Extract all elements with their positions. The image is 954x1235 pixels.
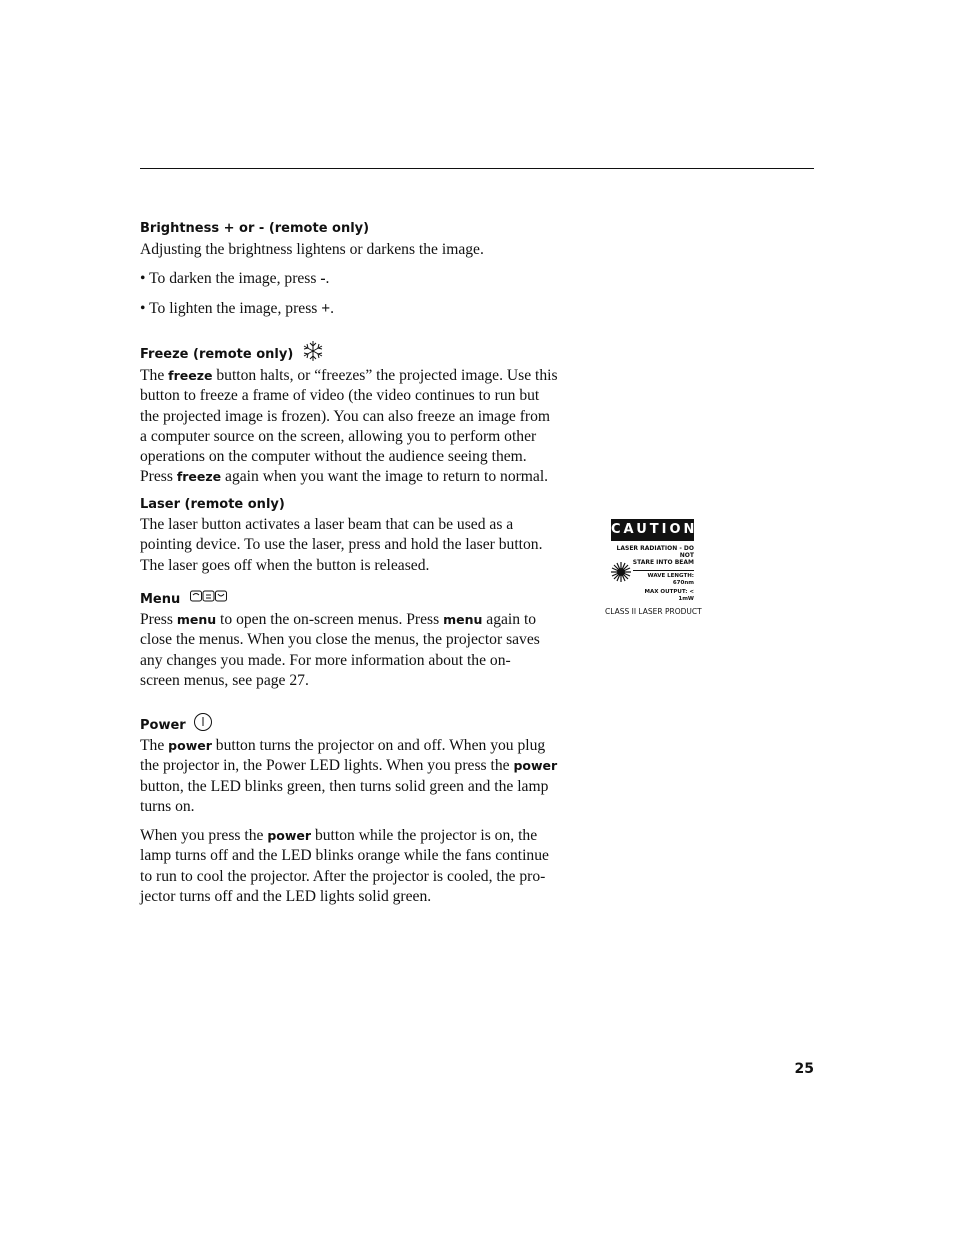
freeze-keyword: freeze [176, 469, 222, 485]
text: the projector in, the Power LED lights. When you press the [140, 757, 514, 775]
power-keyword: power [168, 738, 212, 753]
brightness-intro: Adjusting the brightness lightens or darkens the image. [140, 241, 484, 258]
freeze-heading: Freeze (remote only) [140, 347, 294, 362]
bullet-marker: • [140, 270, 146, 288]
power-heading-row [140, 712, 592, 736]
freeze-line-4: a computer source on the screen, allowing you to perform other [140, 427, 537, 445]
laser-caution-label [605, 519, 700, 616]
menu-button-icon [190, 589, 228, 608]
text: again to [482, 611, 537, 628]
power-section [140, 712, 592, 907]
brightness-bullet-darken [140, 269, 592, 289]
laser-line-1: The laser button activates a laser beam that can be used as a [140, 516, 514, 533]
text: button turns the projector on and off. When you plug [211, 737, 546, 754]
menu-heading-row [140, 591, 592, 609]
freeze-heading-row [140, 340, 592, 366]
page-number: 25 [794, 1061, 814, 1077]
laser-starburst-icon [611, 562, 631, 582]
power-p1-line-4: turns on. [140, 797, 195, 815]
laser-line-2: pointing device. To use the laser, press and hold the laser button. [140, 536, 543, 554]
menu-keyword: menu [176, 612, 217, 627]
power-keyword: power [267, 828, 312, 844]
bullet-period: . [330, 299, 335, 317]
text: Press [140, 611, 177, 628]
menu-section [140, 591, 592, 691]
text: button halts, or “freezes” the projected image. Use this [212, 367, 558, 384]
text: The [140, 737, 169, 754]
brightness-section [140, 221, 592, 319]
laser-section [140, 497, 592, 576]
text: button while the projector is on, the [311, 827, 538, 845]
text: Press [140, 468, 177, 486]
snowflake-icon [302, 340, 324, 367]
text: The [140, 367, 169, 384]
caution-warning-line-1: LASER RADIATION - DO NOT [616, 545, 694, 559]
caution-divider [633, 570, 694, 571]
menu-line-1 [140, 610, 592, 630]
power-p1-line-3: button, the LED blinks green, then turns solid green and the lamp [140, 777, 549, 795]
bullet-period: . [325, 270, 330, 288]
power-icon [193, 712, 213, 737]
text: When you press the [140, 827, 268, 845]
text: to open the on-screen menus. Press [216, 611, 444, 628]
laser-line-3: The laser goes off when the button is released. [140, 556, 430, 574]
power-heading: Power [140, 718, 186, 733]
menu-line-4: screen menus, see page 27. [140, 671, 309, 689]
freeze-line-3: the projected image is frozen). You can also freeze an image from [140, 407, 551, 425]
power-p2-line-1 [140, 826, 592, 846]
laser-heading: Laser (remote only) [140, 497, 285, 512]
caution-max-output: MAX OUTPUT: < 1mW [644, 589, 694, 602]
menu-line-3: any changes you made. For more information about the on- [140, 651, 511, 669]
power-p2-line-4: jector turns off and the LED lights solid green. [140, 888, 432, 906]
brightness-bullet-lighten [140, 299, 592, 319]
caution-warning-line-2: STARE INTO BEAM [632, 559, 694, 566]
menu-keyword: menu [443, 612, 483, 627]
freeze-line-6 [140, 467, 592, 487]
header-rule [140, 168, 814, 169]
freeze-keyword: freeze [168, 368, 213, 383]
caution-class: CLASS II LASER PRODUCT [605, 607, 702, 616]
minus-key: - [320, 270, 326, 288]
bullet-marker: • [140, 299, 146, 317]
power-keyword: power [513, 758, 558, 774]
caution-banner: CAUTION [611, 519, 694, 541]
freeze-line-2: button to freeze a frame of video (the video continues to run but [140, 387, 540, 405]
text: again when you want the image to return to normal. [221, 468, 549, 486]
freeze-section [140, 340, 592, 488]
freeze-line-5: operations on the computer without the audience seeing them. [140, 448, 527, 466]
bullet-text: To darken the image, press [149, 270, 321, 288]
caution-wavelength: WAVE LENGTH: 670nm [647, 573, 694, 586]
freeze-line-1 [140, 366, 592, 386]
power-p2-line-3: to run to cool the projector. After the projector is cooled, the pro- [140, 867, 546, 885]
power-p1-line-2 [140, 756, 592, 776]
brightness-heading: Brightness + or - (remote only) [140, 221, 370, 236]
plus-key: + [321, 299, 331, 317]
bullet-text: To lighten the image, press [149, 299, 322, 317]
power-p2-line-2: lamp turns off and the LED blinks orange while the fans continue [140, 847, 549, 865]
menu-heading: Menu [140, 592, 181, 607]
power-p1-line-1 [140, 736, 592, 756]
menu-line-2: close the menus. When you close the menus, the projector saves [140, 631, 540, 649]
